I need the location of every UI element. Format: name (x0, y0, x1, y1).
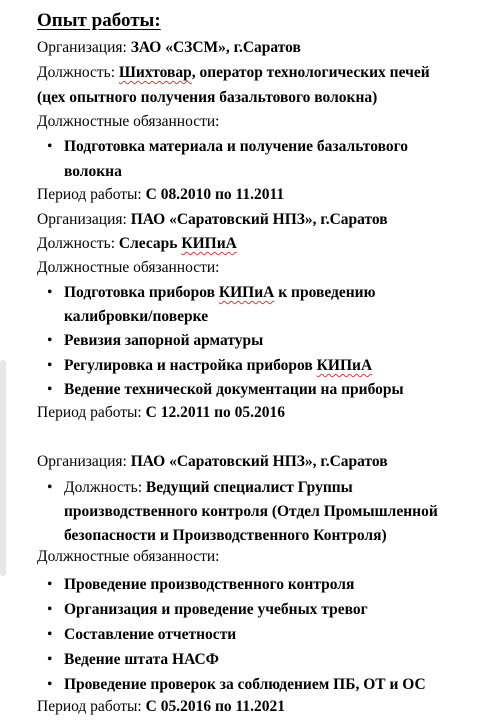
org-label: Организация: (37, 39, 131, 56)
period-label: Период работы: (37, 186, 146, 203)
job-2-duty-1: Подготовка приборов КИПиА к проведению (64, 284, 376, 301)
job-2-period (37, 403, 285, 423)
job-2-duty-3: Регулировка и настройка приборов КИПиА (64, 357, 373, 374)
bullet: • (47, 357, 53, 374)
bullet: • (47, 651, 53, 668)
position-label: Должность: (37, 235, 119, 252)
bullet: • (47, 676, 53, 693)
period-value: С 08.2010 по 11.2011 (145, 186, 285, 203)
job-3-duties-label: Должностные обязанности: (37, 548, 220, 565)
job-3-duty-4: Ведение штата НАСФ (64, 651, 219, 668)
period-value: С 12.2011 по 05.2016 (145, 404, 286, 421)
bullet: • (47, 381, 53, 398)
job-1-period (37, 185, 284, 205)
org-label: Организация: (37, 211, 131, 228)
bullet: • (47, 284, 53, 301)
period-label: Период работы: (37, 404, 146, 421)
job-3-position-line3: безопасности и Производственного Контроля) (64, 527, 387, 544)
job-1-organization (37, 38, 301, 58)
job-1-position-line2: (цех опытного получения базальтового волокна) (37, 89, 378, 106)
section-title: Опыт работы: (37, 10, 161, 31)
job-3-organization (37, 452, 388, 472)
job-1-duty-1: Подготовка материала и получение базальтового (64, 138, 408, 155)
job-3-position-line2: производственного контроля (Отдел Промышленной (64, 503, 438, 520)
org-label: Организация: (37, 453, 131, 470)
job-3-duty-1: Проведение производственного контроля (64, 576, 355, 593)
job-3-position (64, 475, 353, 500)
position-rest: , оператор технологических печей (191, 64, 430, 81)
job-1-duty-1-line2: волокна (64, 163, 122, 180)
job-3-duty-3: Составление отчетности (64, 626, 237, 643)
job-2-organization (37, 210, 388, 230)
job-2-duty-4: Ведение технической документации на приборы (64, 381, 404, 398)
bullet: • (47, 479, 53, 496)
position-value: Ведущий специалист Группы (145, 479, 353, 496)
job-2-duty-2: Ревизия запорной арматуры (64, 332, 264, 349)
job-2-duties-label: Должностные обязанности: (37, 259, 220, 276)
position-label: Должность: (37, 64, 119, 81)
org-value: ПАО «Саратовский НПЗ», г.Саратов (130, 211, 388, 228)
scrollbar[interactable] (0, 360, 6, 576)
bullet: • (47, 576, 53, 593)
position-word: КИПиА (181, 235, 237, 252)
job-1-position (37, 63, 430, 83)
period-value: С 05.2016 по 11.2021 (145, 698, 286, 715)
bullet: • (47, 138, 53, 155)
job-1-duties-label: Должностные обязанности: (37, 113, 220, 130)
job-3-duty-2: Организация и проведение учебных тревог (64, 601, 368, 618)
position-a: Слесарь (118, 235, 182, 252)
job-2-position (37, 234, 237, 254)
bullet: • (47, 332, 53, 349)
org-value: ПАО «Саратовский НПЗ», г.Саратов (130, 453, 388, 470)
job-2-duty-1-line2: калибровки/поверке (64, 308, 209, 325)
job-3-period (37, 697, 285, 717)
bullet: • (47, 626, 53, 643)
job-3-duty-5: Проведение проверок за соблюдением ПБ, ОТ и ОС (64, 676, 426, 693)
position-word: Шихтовар (118, 64, 192, 81)
position-label: Должность: (64, 479, 146, 496)
org-value: ЗАО «СЗСМ», г.Саратов (130, 39, 301, 56)
bullet: • (47, 601, 53, 618)
period-label: Период работы: (37, 698, 146, 715)
